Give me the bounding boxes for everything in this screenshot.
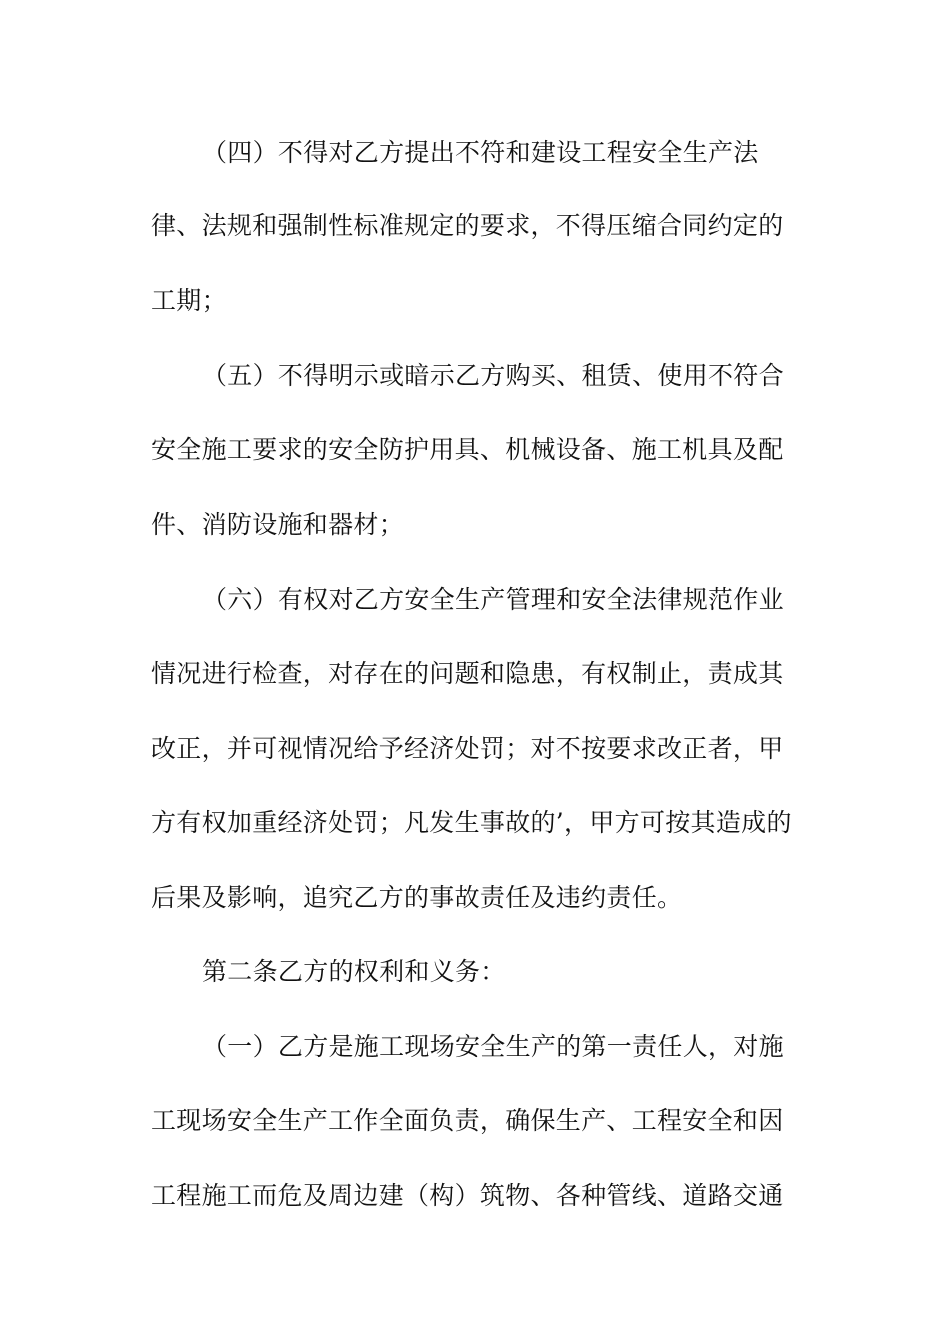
- text-line: 工期；: [151, 286, 227, 315]
- text-line: 律、法规和强制性标准规定的要求，不得压缩合同约定的: [151, 211, 784, 240]
- text-line: 方有权加重经济处罚；凡发生事故的’，甲方可按其造成的: [151, 808, 792, 837]
- text-line: 件、消防设施和器材；: [151, 510, 405, 539]
- text-line: 情况进行检查，对存在的问题和隐患，有权制止，责成其: [151, 659, 784, 688]
- text-line: （一）乙方是施工现场安全生产的第一责任人，对施: [202, 1032, 784, 1061]
- text-line: （五）不得明示或暗示乙方购买、租赁、使用不符合: [202, 361, 784, 390]
- text-line: 改正，并可视情况给予经济处罚；对不按要求改正者，甲: [151, 734, 784, 763]
- text-line: 安全施工要求的安全防护用具、机械设备、施工机具及配: [151, 435, 784, 464]
- text-line: 工程施工而危及周边建（构）筑物、各种管线、道路交通: [151, 1181, 784, 1210]
- text-line: （六）有权对乙方安全生产管理和安全法律规范作业: [202, 585, 784, 614]
- text-line: 后果及影响，追究乙方的事故责任及违约责任。: [151, 883, 683, 912]
- text-line: 工现场安全生产工作全面负责，确保生产、工程安全和因: [151, 1106, 784, 1135]
- section-heading: 第二条乙方的权利和义务：: [202, 957, 506, 986]
- text-line: （四）不得对乙方提出不符和建设工程安全生产法: [202, 138, 759, 167]
